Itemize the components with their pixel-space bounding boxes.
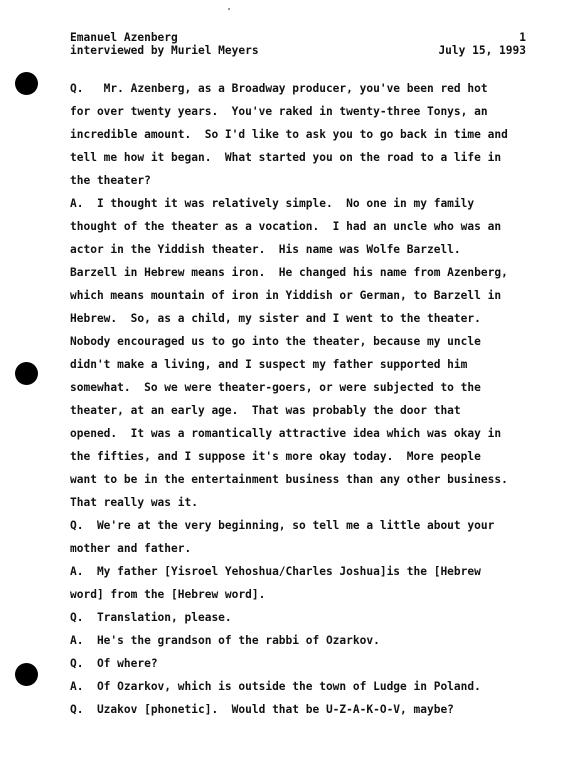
punch-hole-top bbox=[15, 72, 38, 95]
transcript-line: mother and father. bbox=[70, 542, 192, 555]
transcript-line: Q. We're at the very beginning, so tell me a little about your bbox=[70, 519, 495, 532]
transcript-line: the fifties, and I suppose it's more okay today. More people bbox=[70, 450, 481, 463]
transcript-line: theater, at an early age. That was probably the door that bbox=[70, 404, 461, 417]
transcript-line: somewhat. So we were theater-goers, or were subjected to the bbox=[70, 381, 481, 394]
transcript-line: Hebrew. So, as a child, my sister and I went to the theater. bbox=[70, 312, 481, 325]
transcript-line: didn't make a living, and I suspect my father supported him bbox=[70, 358, 468, 371]
interviewer-credit: interviewed by Muriel Meyers bbox=[70, 44, 259, 57]
transcript-line: thought of the theater as a vocation. I had an uncle who was an bbox=[70, 220, 502, 233]
interviewee-name: Emanuel Azenberg bbox=[70, 31, 178, 44]
transcript-line: tell me how it began. What started you on the road to a life in bbox=[70, 151, 502, 164]
transcript-line: Q. Of where? bbox=[70, 657, 158, 670]
transcript-line: the theater? bbox=[70, 174, 151, 187]
scan-speck bbox=[228, 8, 230, 10]
transcript-line: incredible amount. So I'd like to ask you to go back in time and bbox=[70, 128, 508, 141]
transcript-line: Q. Translation, please. bbox=[70, 611, 232, 624]
punch-hole-bottom bbox=[15, 663, 38, 686]
transcript-line: want to be in the entertainment business than any other business. bbox=[70, 473, 508, 486]
interview-date: July 15, 1993 bbox=[438, 44, 526, 57]
transcript-line: Q. Mr. Azenberg, as a Broadway producer, you've been red hot bbox=[70, 82, 488, 95]
transcript-line: for over twenty years. You've raked in twenty-three Tonys, an bbox=[70, 105, 488, 118]
transcript-line: A. Of Ozarkov, which is outside the town of Ludge in Poland. bbox=[70, 680, 481, 693]
transcript-line: opened. It was a romantically attractive idea which was okay in bbox=[70, 427, 502, 440]
transcript-line: Barzell in Hebrew means iron. He changed his name from Azenberg, bbox=[70, 266, 508, 279]
transcript-line: A. My father [Yisroel Yehoshua/Charles Joshua]is the [Hebrew bbox=[70, 565, 481, 578]
page-header bbox=[70, 31, 526, 57]
transcript-line: word] from the [Hebrew word]. bbox=[70, 588, 266, 601]
transcript-line: Nobody encouraged us to go into the theater, because my uncle bbox=[70, 335, 481, 348]
transcript-line: That really was it. bbox=[70, 496, 198, 509]
transcript-line: actor in the Yiddish theater. His name was Wolfe Barzell. bbox=[70, 243, 461, 256]
transcript-body bbox=[70, 77, 532, 721]
punch-hole-middle bbox=[15, 362, 38, 385]
transcript-line: A. He's the grandson of the rabbi of Ozarkov. bbox=[70, 634, 380, 647]
page-number: 1 bbox=[519, 31, 526, 44]
transcript-line: A. I thought it was relatively simple. No one in my family bbox=[70, 197, 475, 210]
transcript-line: Q. Uzakov [phonetic]. Would that be U-Z-A-K-O-V, maybe? bbox=[70, 703, 454, 716]
transcript-line: which means mountain of iron in Yiddish or German, to Barzell in bbox=[70, 289, 502, 302]
